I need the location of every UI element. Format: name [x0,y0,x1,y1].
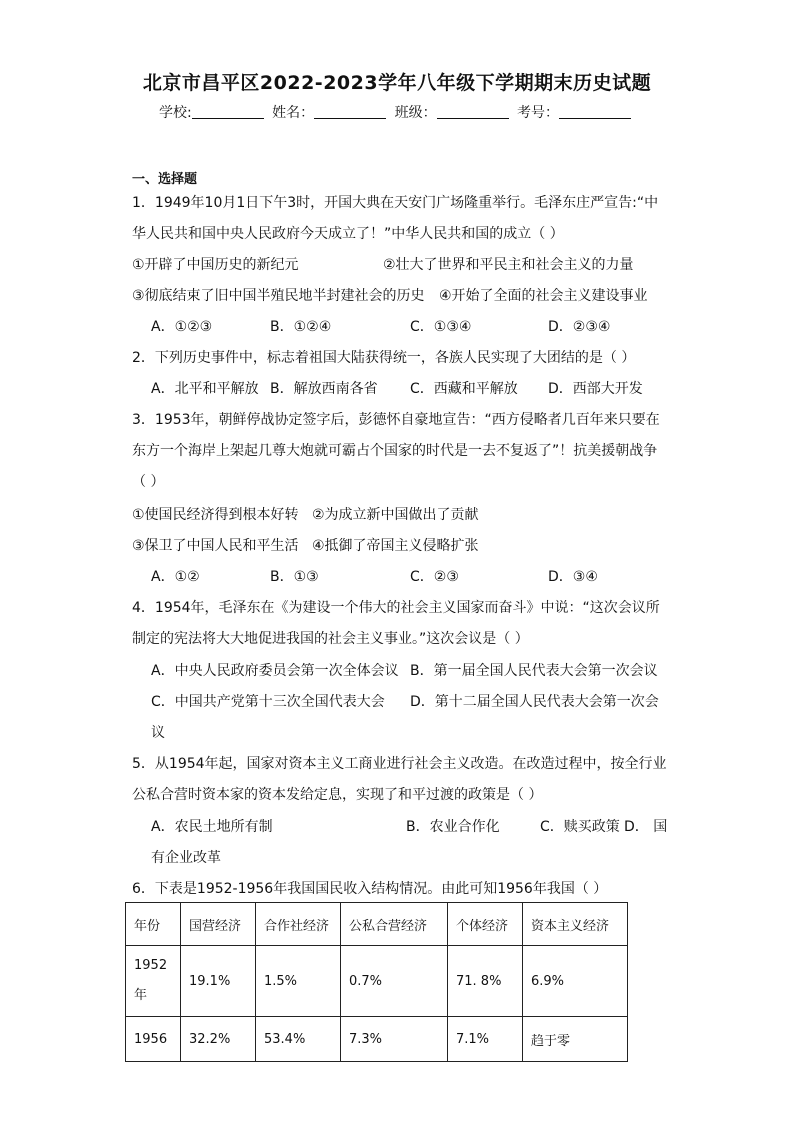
q5-option-a[interactable]: A．农民土地所有制 [151,819,273,835]
q1-statement-4: ④开始了全面的社会主义建设事业 [439,288,648,304]
national-income-table [125,902,628,1062]
q1-statement-1: ①开辟了中国历史的新纪元 [132,257,299,273]
section-title: 一、选择题 [132,172,198,187]
q3-statement-2: ②为成立新中国做出了贡献 [312,507,479,523]
q5-option-d[interactable]: D． 国 [624,819,668,835]
q3-option-b[interactable]: B．①③ [270,569,319,585]
q2-option-a[interactable]: A．北平和平解放 [151,381,259,397]
q4-option-a[interactable]: A．中央人民政府委员会第一次全体会议 [151,663,399,679]
q1-stem-line-1: 1．1949年10月1日下午3时，开国大典在天安门广场隆重举行。毛泽东庄严宣告:“中 [132,195,659,211]
table-header-cell: 合作社经济 [256,903,341,946]
q4-option-c[interactable]: C．中国共产党第十三次全国代表大会 [151,694,385,710]
q3-stem-line-3: （ ） [132,474,165,490]
table-header-cell: 年份 [126,903,181,946]
table-cell: 53.4% [256,1017,341,1062]
q3-statement-1: ①使国民经济得到根本好转 [132,507,299,523]
exam-no-blank[interactable] [559,104,631,119]
table-cell: 0.7% [341,946,448,1017]
q3-statement-4: ④抵御了帝国主义侵略扩张 [312,538,479,554]
exam-title: 北京市昌平区2022-2023学年八年级下学期期末历史试题 [142,72,652,94]
q1-statement-2: ②壮大了世界和平民主和社会主义的力量 [383,257,634,273]
q3-stem-line-1: 3．1953年，朝鲜停战协定签字后，彭德怀自豪地宣告：“西方侵略者几百年来只要在 [132,412,660,428]
table-header-cell: 个体经济 [448,903,523,946]
table-header-cell: 公私合营经济 [341,903,448,946]
q4-stem-line-1: 4．1954年，毛泽东在《为建设一个伟大的社会主义国家而奋斗》中说：“这次会议所 [132,600,660,616]
table-cell: 32.2% [181,1017,256,1062]
class-label: 班级： [394,105,437,121]
q2-stem: 2．下列历史事件中，标志着祖国大陆获得统一，各族人民实现了大团结的是（ ） [132,350,636,366]
table-header-cell: 资本主义经济 [523,903,628,946]
table-row [126,946,628,1017]
table-cell: 7.1% [448,1017,523,1062]
class-blank[interactable] [437,104,509,119]
table-cell-year: 1952年 [126,946,181,1017]
q5-option-c[interactable]: C．赎买政策 [540,819,620,835]
q2-option-b[interactable]: B．解放西南各省 [270,381,378,397]
q2-option-c[interactable]: C．西藏和平解放 [410,381,518,397]
q5-option-b[interactable]: B．农业合作化 [406,819,500,835]
table-header-row [126,903,628,946]
table-row [126,1017,628,1062]
q4-option-d[interactable]: D．第十二届全国人民代表大会第一次会 [410,694,659,710]
q3-option-c[interactable]: C．②③ [410,569,459,585]
table-cell: 7.3% [341,1017,448,1062]
table-cell: 19.1% [181,946,256,1017]
table-cell: 71. 8% [448,946,523,1017]
q4-stem-line-2: 制定的宪法将大大地促进我国的社会主义事业。”这次会议是（ ） [132,631,529,647]
q1-stem-line-2: 华人民共和国中央人民政府今天成立了！”中华人民共和国的成立（ ） [132,226,564,242]
exam-no-label: 考号： [517,105,560,121]
table-cell-year: 1956 [126,1017,181,1062]
q1-option-a[interactable]: A．①②③ [151,319,213,335]
q3-option-d[interactable]: D．③④ [548,569,598,585]
q1-option-b[interactable]: B．①②④ [270,319,332,335]
q3-stem-line-2: 东方一个海岸上架起几尊大炮就可霸占个国家的时代是一去不复返了”！抗美援朝战争 [132,443,658,459]
student-info-line [0,102,794,122]
q1-option-c[interactable]: C．①③④ [410,319,472,335]
name-label: 姓名： [272,105,315,121]
q1-option-d[interactable]: D．②③④ [548,319,611,335]
q2-option-d[interactable]: D．西部大开发 [548,381,643,397]
table-cell: 1.5% [256,946,341,1017]
table-cell: 趋于零 [523,1017,628,1062]
q5-stem-line-2: 公私合营时资本家的资本发给定息，实现了和平过渡的政策是（ ） [132,787,543,803]
q3-option-a[interactable]: A．①② [151,569,200,585]
q1-statement-3: ③彻底结束了旧中国半殖民地半封建社会的历史 [132,288,425,304]
q3-statement-3: ③保卫了中国人民和平生活 [132,538,299,554]
q6-stem: 6．下表是1952-1956年我国国民收入结构情况。由此可知1956年我国（ ） [132,881,608,897]
table-header-cell: 国营经济 [181,903,256,946]
name-blank[interactable] [314,104,386,119]
q5-stem-line-1: 5．从1954年起，国家对资本主义工商业进行社会主义改造。在改造过程中，按全行业 [132,756,667,772]
q4-option-b[interactable]: B．第一届全国人民代表大会第一次会议 [410,663,658,679]
school-label: 学校: [158,105,192,121]
q5-option-d-wrap: 有企业改革 [151,850,221,866]
q4-option-d-wrap: 议 [151,725,165,741]
school-blank[interactable] [192,104,264,119]
table-cell: 6.9% [523,946,628,1017]
